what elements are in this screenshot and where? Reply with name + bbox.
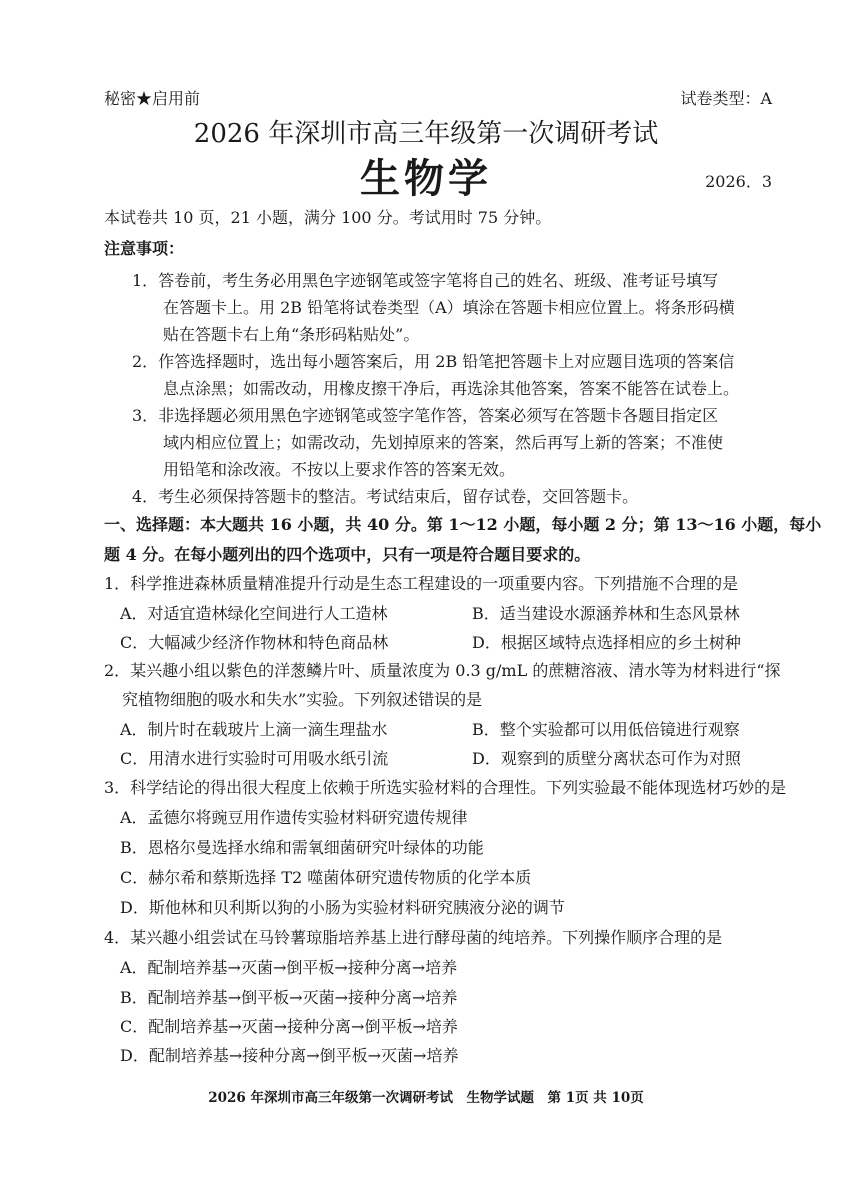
question-4-stem: 4．某兴趣小组尝试在马铃薯琼脂培养基上进行酵母菌的纯培养。下列操作顺序合理的是 bbox=[104, 928, 723, 947]
question-2-option-d: D．观察到的质壁分离状态可作为对照 bbox=[472, 749, 741, 768]
question-1-option-d: D．根据区域特点选择相应的乡土树种 bbox=[472, 633, 741, 652]
notice-item-2: 2．作答选择题时，选出每小题答案后，用 2B 铅笔把答题卡上对应题目选项的答案信 bbox=[132, 352, 735, 371]
question-3-stem: 3．科学结论的得出很大程度上依赖于所选实验材料的合理性。下列实验最不能体现选材巧妙的是 bbox=[104, 778, 787, 797]
notice-item-1-cont: 在答题卡上。用 2B 铅笔将试卷类型（A）填涂在答题卡相应位置上。将条形码横 bbox=[163, 298, 735, 317]
question-1-option-a: A．对适宜造林绿化空间进行人工造林 bbox=[120, 604, 388, 623]
question-1-option-b: B．适当建设水源涵养林和生态风景林 bbox=[472, 604, 740, 623]
question-1-stem: 1．科学推进森林质量精准提升行动是生态工程建设的一项重要内容。下列措施不合理的是 bbox=[104, 574, 739, 593]
exam-title: 2026 年深圳市高三年级第一次调研考试 bbox=[193, 119, 659, 149]
question-2-option-a: A．制片时在载玻片上滴一滴生理盐水 bbox=[120, 720, 388, 739]
question-4-option-d: D．配制培养基→接种分离→倒平板→灭菌→培养 bbox=[120, 1046, 459, 1065]
confidential-label: 秘密★启用前 bbox=[104, 89, 201, 108]
notice-item-3-cont: 用铅笔和涂改液。不按以上要求作答的答案无效。 bbox=[163, 460, 516, 479]
exam-date: 2026．3 bbox=[705, 172, 772, 191]
question-4-option-a: A．配制培养基→灭菌→倒平板→接种分离→培养 bbox=[120, 958, 458, 977]
section-heading-cont: 题 4 分。在每小题列出的四个选项中，只有一项是符合题目要求的。 bbox=[104, 545, 591, 564]
question-4-option-b: B．配制培养基→倒平板→灭菌→接种分离→培养 bbox=[120, 988, 458, 1007]
question-4-option-c: C．配制培养基→灭菌→接种分离→倒平板→培养 bbox=[120, 1017, 458, 1036]
question-3-option-a: A．孟德尔将豌豆用作遗传实验材料研究遗传规律 bbox=[120, 808, 468, 827]
question-2-option-b: B．整个实验都可以用低倍镜进行观察 bbox=[472, 720, 740, 739]
exam-summary: 本试卷共 10 页，21 小题，满分 100 分。考试用时 75 分钟。 bbox=[104, 208, 552, 227]
notice-item-1: 1．答卷前，考生务必用黑色字迹钢笔或签字笔将自己的姓名、班级、准考证号填写 bbox=[132, 271, 719, 290]
notice-item-1-cont: 贴在答题卡右上角“条形码粘贴处”。 bbox=[163, 325, 420, 344]
question-1-option-c: C．大幅减少经济作物林和特色商品林 bbox=[120, 633, 389, 652]
question-2-stem: 2．某兴趣小组以紫色的洋葱鳞片叶、质量浓度为 0.3 g/mL 的蔗糖溶液、清水等为材料进行“探 bbox=[104, 661, 781, 680]
question-2-stem-cont: 究植物细胞的吸水和失水”实验。下列叙述错误的是 bbox=[122, 690, 483, 709]
subject-title: 生物学 bbox=[360, 155, 492, 202]
notice-heading: 注意事项： bbox=[104, 239, 185, 258]
question-3-option-d: D．斯他林和贝利斯以狗的小肠为实验材料研究胰液分泌的调节 bbox=[120, 898, 565, 917]
notice-item-2-cont: 息点涂黑；如需改动，用橡皮擦干净后，再选涂其他答案，答案不能答在试卷上。 bbox=[163, 379, 740, 398]
paper-type-label: 试卷类型：A bbox=[680, 89, 772, 108]
section-heading: 一、选择题：本大题共 16 小题，共 40 分。第 1～12 小题，每小题 2 分；第 13～16 小题，每小 bbox=[104, 515, 822, 534]
page-footer: 2026 年深圳市高三年级第一次调研考试 生物学试题 第 1页 共 10页 bbox=[208, 1090, 644, 1106]
question-2-option-c: C．用清水进行实验时可用吸水纸引流 bbox=[120, 749, 389, 768]
question-3-option-c: C．赫尔希和蔡斯选择 T2 噬菌体研究遗传物质的化学本质 bbox=[120, 868, 532, 887]
question-3-option-b: B．恩格尔曼选择水绵和需氧细菌研究叶绿体的功能 bbox=[120, 838, 484, 857]
notice-item-3-cont: 域内相应位置上；如需改动，先划掉原来的答案，然后再写上新的答案；不准使 bbox=[163, 433, 724, 452]
notice-item-4: 4．考生必须保持答题卡的整洁。考试结束后，留存试卷，交回答题卡。 bbox=[132, 487, 639, 506]
notice-item-3: 3．非选择题必须用黑色字迹钢笔或签字笔作答，答案必须写在答题卡各题目指定区 bbox=[132, 406, 719, 425]
